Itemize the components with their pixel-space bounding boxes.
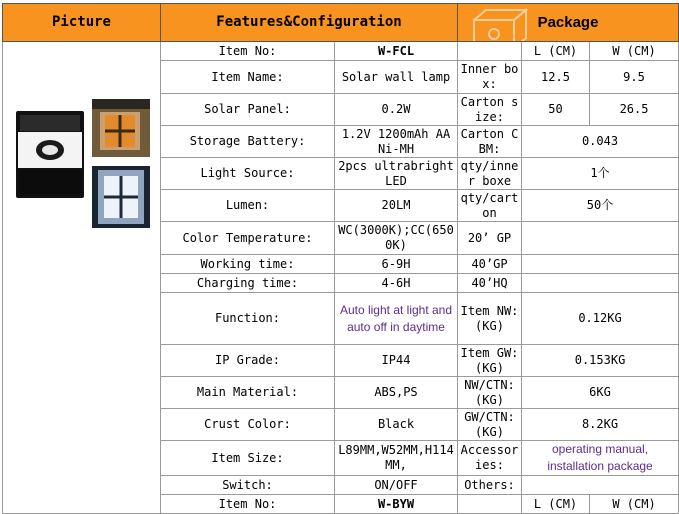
nw-ctn-value: 6KG: [522, 377, 679, 409]
carton-size-w: 26.5: [590, 94, 679, 126]
accessories-value: operating manual, installation package: [522, 441, 679, 476]
gw-ctn-label: GW/CTN:(KG): [458, 409, 522, 441]
others-label: Others:: [458, 476, 522, 495]
ip-value: IP44: [335, 345, 458, 377]
solar-panel-value: 0.2W: [335, 94, 458, 126]
box-icon: [468, 6, 528, 42]
item-no2-label: Item No:: [161, 495, 335, 514]
item-no-label: Item No:: [161, 42, 335, 61]
w-cm2-header: W (CM): [590, 495, 679, 514]
light-source-label: Light Source:: [161, 158, 335, 190]
light-source-value: 2pcs ultrabright LED: [335, 158, 458, 190]
switch-label: Switch:: [161, 476, 335, 495]
material-value: ABS,PS: [335, 377, 458, 409]
working-label: Working time:: [161, 255, 335, 274]
size-value: L89MM,W52MM,H114MM,: [335, 441, 458, 476]
charging-label: Charging time:: [161, 274, 335, 293]
header-row: [3, 4, 679, 42]
function-label: Function:: [161, 293, 335, 345]
item-nw-label: Item NW:(KG): [458, 293, 522, 345]
qty-carton-label: qty/carton: [458, 190, 522, 222]
cool-light-photo: [92, 166, 150, 228]
blank-cell: [458, 495, 522, 514]
product-picture-cell: [3, 42, 161, 514]
crust-value: Black: [335, 409, 458, 441]
carton-size-label: Carton size:: [458, 94, 522, 126]
item-no-value: W-FCL: [335, 42, 458, 61]
w-cm-header: W (CM): [590, 42, 679, 61]
crust-label: Crust Color:: [161, 409, 335, 441]
l-cm2-header: L (CM): [522, 495, 590, 514]
blank-cell: [458, 42, 522, 61]
battery-label: Storage Battery:: [161, 126, 335, 158]
size-label: Item Size:: [161, 441, 335, 476]
inner-box-label: Inner box:: [458, 61, 522, 94]
item-name-label: Item Name:: [161, 61, 335, 94]
nw-ctn-label: NW/CTN:(KG): [458, 377, 522, 409]
working-value: 6-9H: [335, 255, 458, 274]
header-features: Features&Configuration: [161, 4, 458, 42]
solar-lamp-photo: [16, 111, 84, 198]
switch-value: ON/OFF: [335, 476, 458, 495]
inner-box-w: 9.5: [590, 61, 679, 94]
hq40-label: 40’HQ: [458, 274, 522, 293]
gp40-label: 40’GP: [458, 255, 522, 274]
carton-cbm-label: Carton CBM:: [458, 126, 522, 158]
lumen-label: Lumen:: [161, 190, 335, 222]
row-item-no: [3, 42, 679, 61]
color-temp-value: WC(3000K);CC(6500K): [335, 222, 458, 255]
hq40-value: [522, 274, 679, 293]
item-gw-label: Item GW:(KG): [458, 345, 522, 377]
lumen-value: 20LM: [335, 190, 458, 222]
color-temp-label: Color Temperature:: [161, 222, 335, 255]
spec-table: [2, 3, 679, 514]
qty-carton-value: 50个: [522, 190, 679, 222]
gp40-value: [522, 255, 679, 274]
gp20-value: [522, 222, 679, 255]
carton-size-l: 50: [522, 94, 590, 126]
item-gw-value: 0.153KG: [522, 345, 679, 377]
inner-box-l: 12.5: [522, 61, 590, 94]
item-no2-value: W-BYW: [335, 495, 458, 514]
gp20-label: 20’ GP: [458, 222, 522, 255]
gw-ctn-value: 8.2KG: [522, 409, 679, 441]
others-value: [522, 476, 679, 495]
battery-value: 1.2V 1200mAh AA Ni-MH: [335, 126, 458, 158]
qty-inner-value: 1个: [522, 158, 679, 190]
item-nw-value: 0.12KG: [522, 293, 679, 345]
qty-inner-label: qty/inner boxe: [458, 158, 522, 190]
header-package-label: Package: [537, 14, 599, 31]
header-package: [458, 4, 679, 42]
material-label: Main Material:: [161, 377, 335, 409]
carton-cbm-value: 0.043: [522, 126, 679, 158]
accessories-label: Accessories:: [458, 441, 522, 476]
warm-light-photo: [92, 99, 150, 157]
charging-value: 4-6H: [335, 274, 458, 293]
item-name-value: Solar wall lamp: [335, 61, 458, 94]
function-value: Auto light at light and auto off in daytime: [335, 293, 458, 345]
product-photos: [4, 42, 160, 487]
l-cm-header: L (CM): [522, 42, 590, 61]
solar-panel-label: Solar Panel:: [161, 94, 335, 126]
ip-label: IP Grade:: [161, 345, 335, 377]
header-picture: Picture: [3, 4, 161, 42]
